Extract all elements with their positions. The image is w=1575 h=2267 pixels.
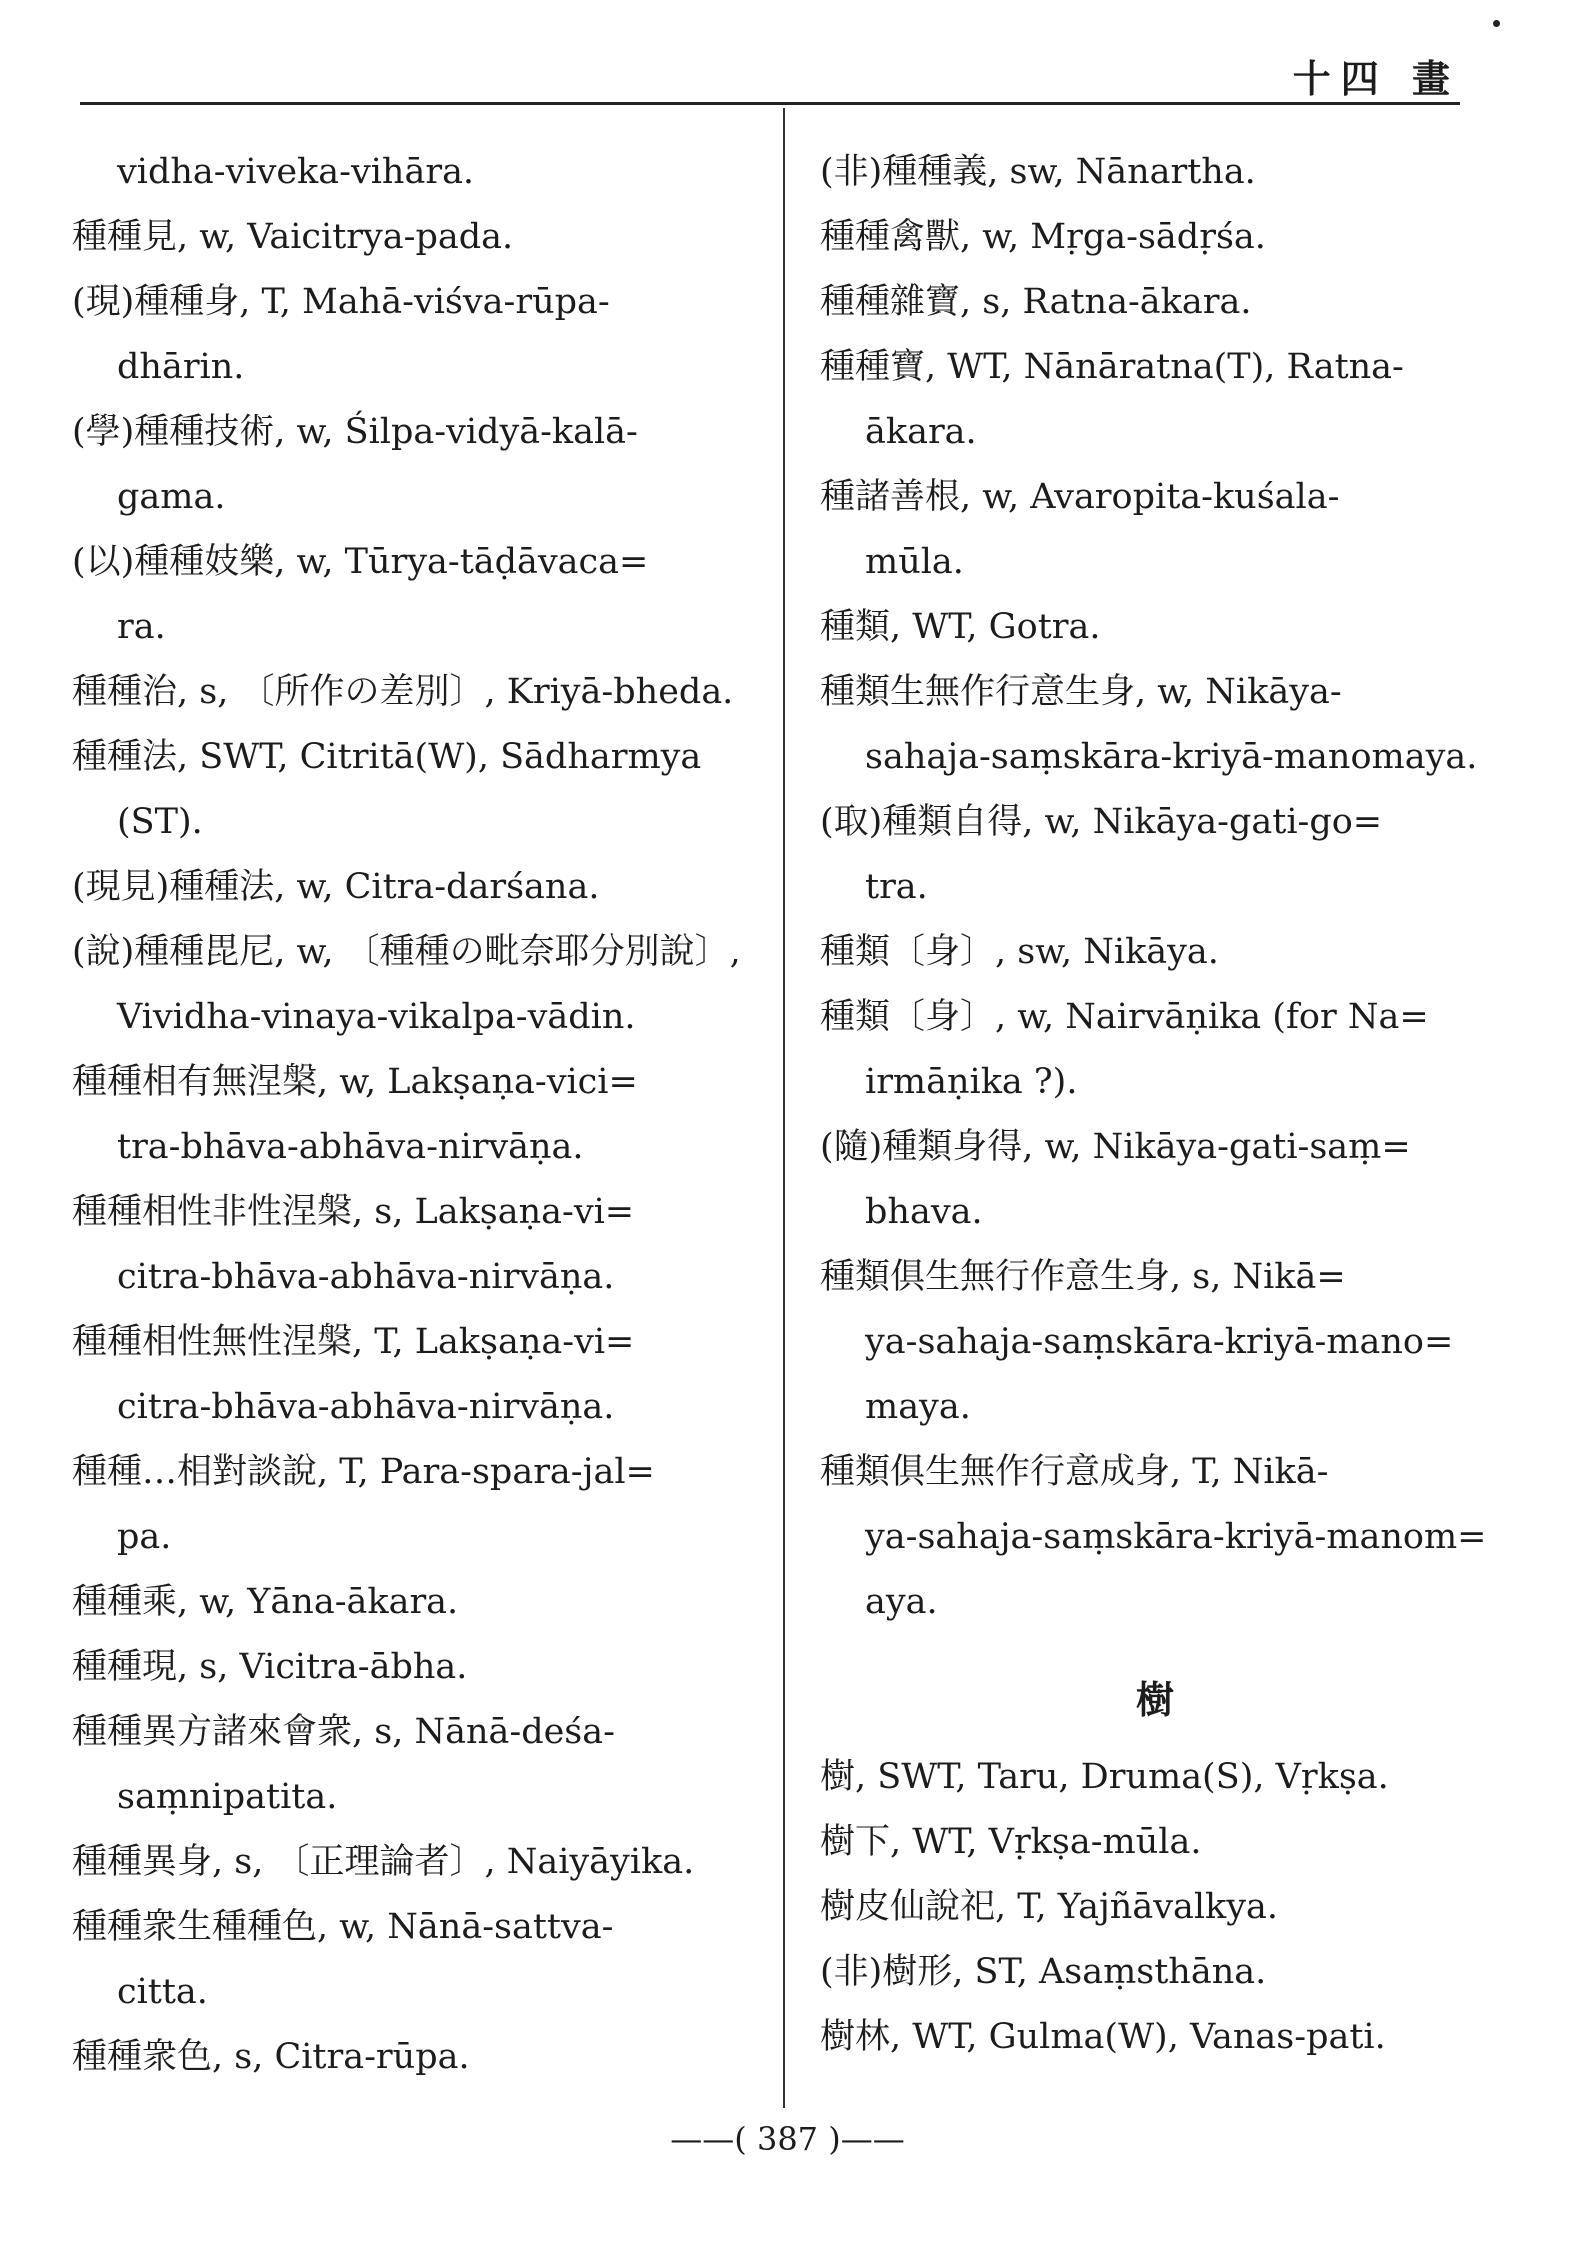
entry-line: 樹皮仙說祀, T, Yajñāvalkya. [820,1887,1279,1927]
entry-line: vidha-viveka-vihāra. [117,152,475,192]
entry-line: mūla. [865,542,964,582]
entry-line: 種種法, SWT, Citritā(W), Sādharmya [72,737,702,777]
entry-line: pa. [117,1517,172,1557]
header-rule [80,102,1460,105]
entry-line: 種種現, s, Vicitra-ābha. [72,1647,468,1687]
entry-line: gama. [117,477,226,517]
entry-line: 種種乘, w, Yāna-ākara. [72,1582,459,1622]
entry-line: (非)種種義, sw, Nānartha. [820,152,1256,192]
entry-line: Vividha-vinaya-vikalpa-vādin. [117,997,636,1037]
entry-line: (取)種類自得, w, Nikāya-gati-go= [820,802,1383,842]
right-entries-top [820,140,1490,1635]
entry-line: citra-bhāva-abhāva-nirvāṇa. [117,1257,615,1297]
right-entries-bottom [820,1745,1490,2070]
entry-line: tra. [865,867,928,907]
entry-line: bhava. [865,1192,983,1232]
entry-line: (非)樹形, ST, Asaṃsthāna. [820,1952,1267,1992]
entry-line: saṃnipatita. [117,1777,338,1817]
entry-line: 種種相有無涅槃, w, Lakṣaṇa-vici= [72,1062,638,1102]
entry-line: 種類俱生無行作意生身, s, Nikā= [820,1257,1346,1297]
entry-line: 種種相性非性涅槃, s, Lakṣaṇa-vi= [72,1192,635,1232]
entry-line: 種類〔身〕, w, Nairvāṇika (for Na= [820,997,1429,1037]
entry-line: ākara. [865,412,977,452]
entry-line: (以)種種妓樂, w, Tūrya-tāḍāvaca= [72,542,649,582]
entry-line: (現)種種身, T, Mahā-viśva-rūpa- [72,282,610,322]
column-divider [783,108,785,2108]
entry-line: dhārin. [117,347,245,387]
section-heading: 樹 [1135,1677,1174,1722]
entry-line: (現見)種種法, w, Citra-darśana. [72,867,600,907]
entry-line: 種類〔身〕, sw, Nikāya. [820,932,1219,972]
entry-line: 種種異方諸來會衆, s, Nānā-deśa- [72,1712,615,1752]
entry-line: 種諸善根, w, Avaropita-kuśala- [820,477,1340,517]
entry-line: maya. [865,1387,971,1427]
entry-line: 種類, WT, Gotra. [820,607,1101,647]
entry-line: 種類生無作行意生身, w, Nikāya- [820,672,1342,712]
entry-line: 樹, SWT, Taru, Druma(S), Vṛkṣa. [820,1757,1389,1797]
entry-line: 樹林, WT, Gulma(W), Vanas-pati. [820,2017,1386,2057]
entry-line: 種種寶, WT, Nānāratna(T), Ratna- [820,347,1404,387]
entry-line: (學)種種技術, w, Śilpa-vidyā-kalā- [72,412,638,452]
entry-line: 種種異身, s, 〔正理論者〕, Naiyāyika. [72,1842,695,1882]
entry-line: ra. [117,607,166,647]
left-column [72,140,742,2090]
entry-line: 種種…相對談說, T, Para-spara-jal= [72,1452,655,1492]
entry-line: (隨)種類身得, w, Nikāya-gati-saṃ= [820,1127,1411,1167]
entry-line: sahaja-saṃskāra-kriyā-manomaya. [865,737,1478,777]
page-header-title: 十四 畫 [1292,56,1460,101]
entry-line: 種種衆色, s, Citra-rūpa. [72,2037,470,2077]
entry-line: ya-sahaja-saṃskāra-kriyā-manom= [865,1517,1487,1557]
entry-line: citra-bhāva-abhāva-nirvāṇa. [117,1387,615,1427]
right-column [820,140,1490,2070]
entry-line: 種種雜寶, s, Ratna-ākara. [820,282,1252,322]
entry-line: citta. [117,1972,208,2012]
entry-line: 種種見, w, Vaicitrya-pada. [72,217,514,257]
entry-line: 種類俱生無作行意成身, T, Nikā- [820,1452,1329,1492]
entry-line: 種種相性無性涅槃, T, Lakṣaṇa-vi= [72,1322,635,1362]
entry-line: 種種衆生種種色, w, Nānā-sattva- [72,1907,614,1947]
entry-line: ya-sahaja-saṃskāra-kriyā-mano= [865,1322,1454,1362]
entry-line: irmāṇika ?). [865,1062,1078,1102]
entry-line: 種種禽獸, w, Mṛga-sādṛśa. [820,217,1266,257]
entry-line: (說)種種毘尼, w, 〔種種の毗奈耶分別說〕, [72,932,741,972]
entry-line: 種種治, s, 〔所作の差別〕, Kriyā-bheda. [72,672,734,712]
entry-line: (ST). [117,802,203,842]
entry-line: 樹下, WT, Vṛkṣa-mūla. [820,1822,1202,1862]
entry-line: tra-bhāva-abhāva-nirvāṇa. [117,1127,584,1167]
entry-line: aya. [865,1582,938,1622]
page-number: ——( 387 )—— [670,2120,905,2158]
ink-speck [1493,20,1500,27]
